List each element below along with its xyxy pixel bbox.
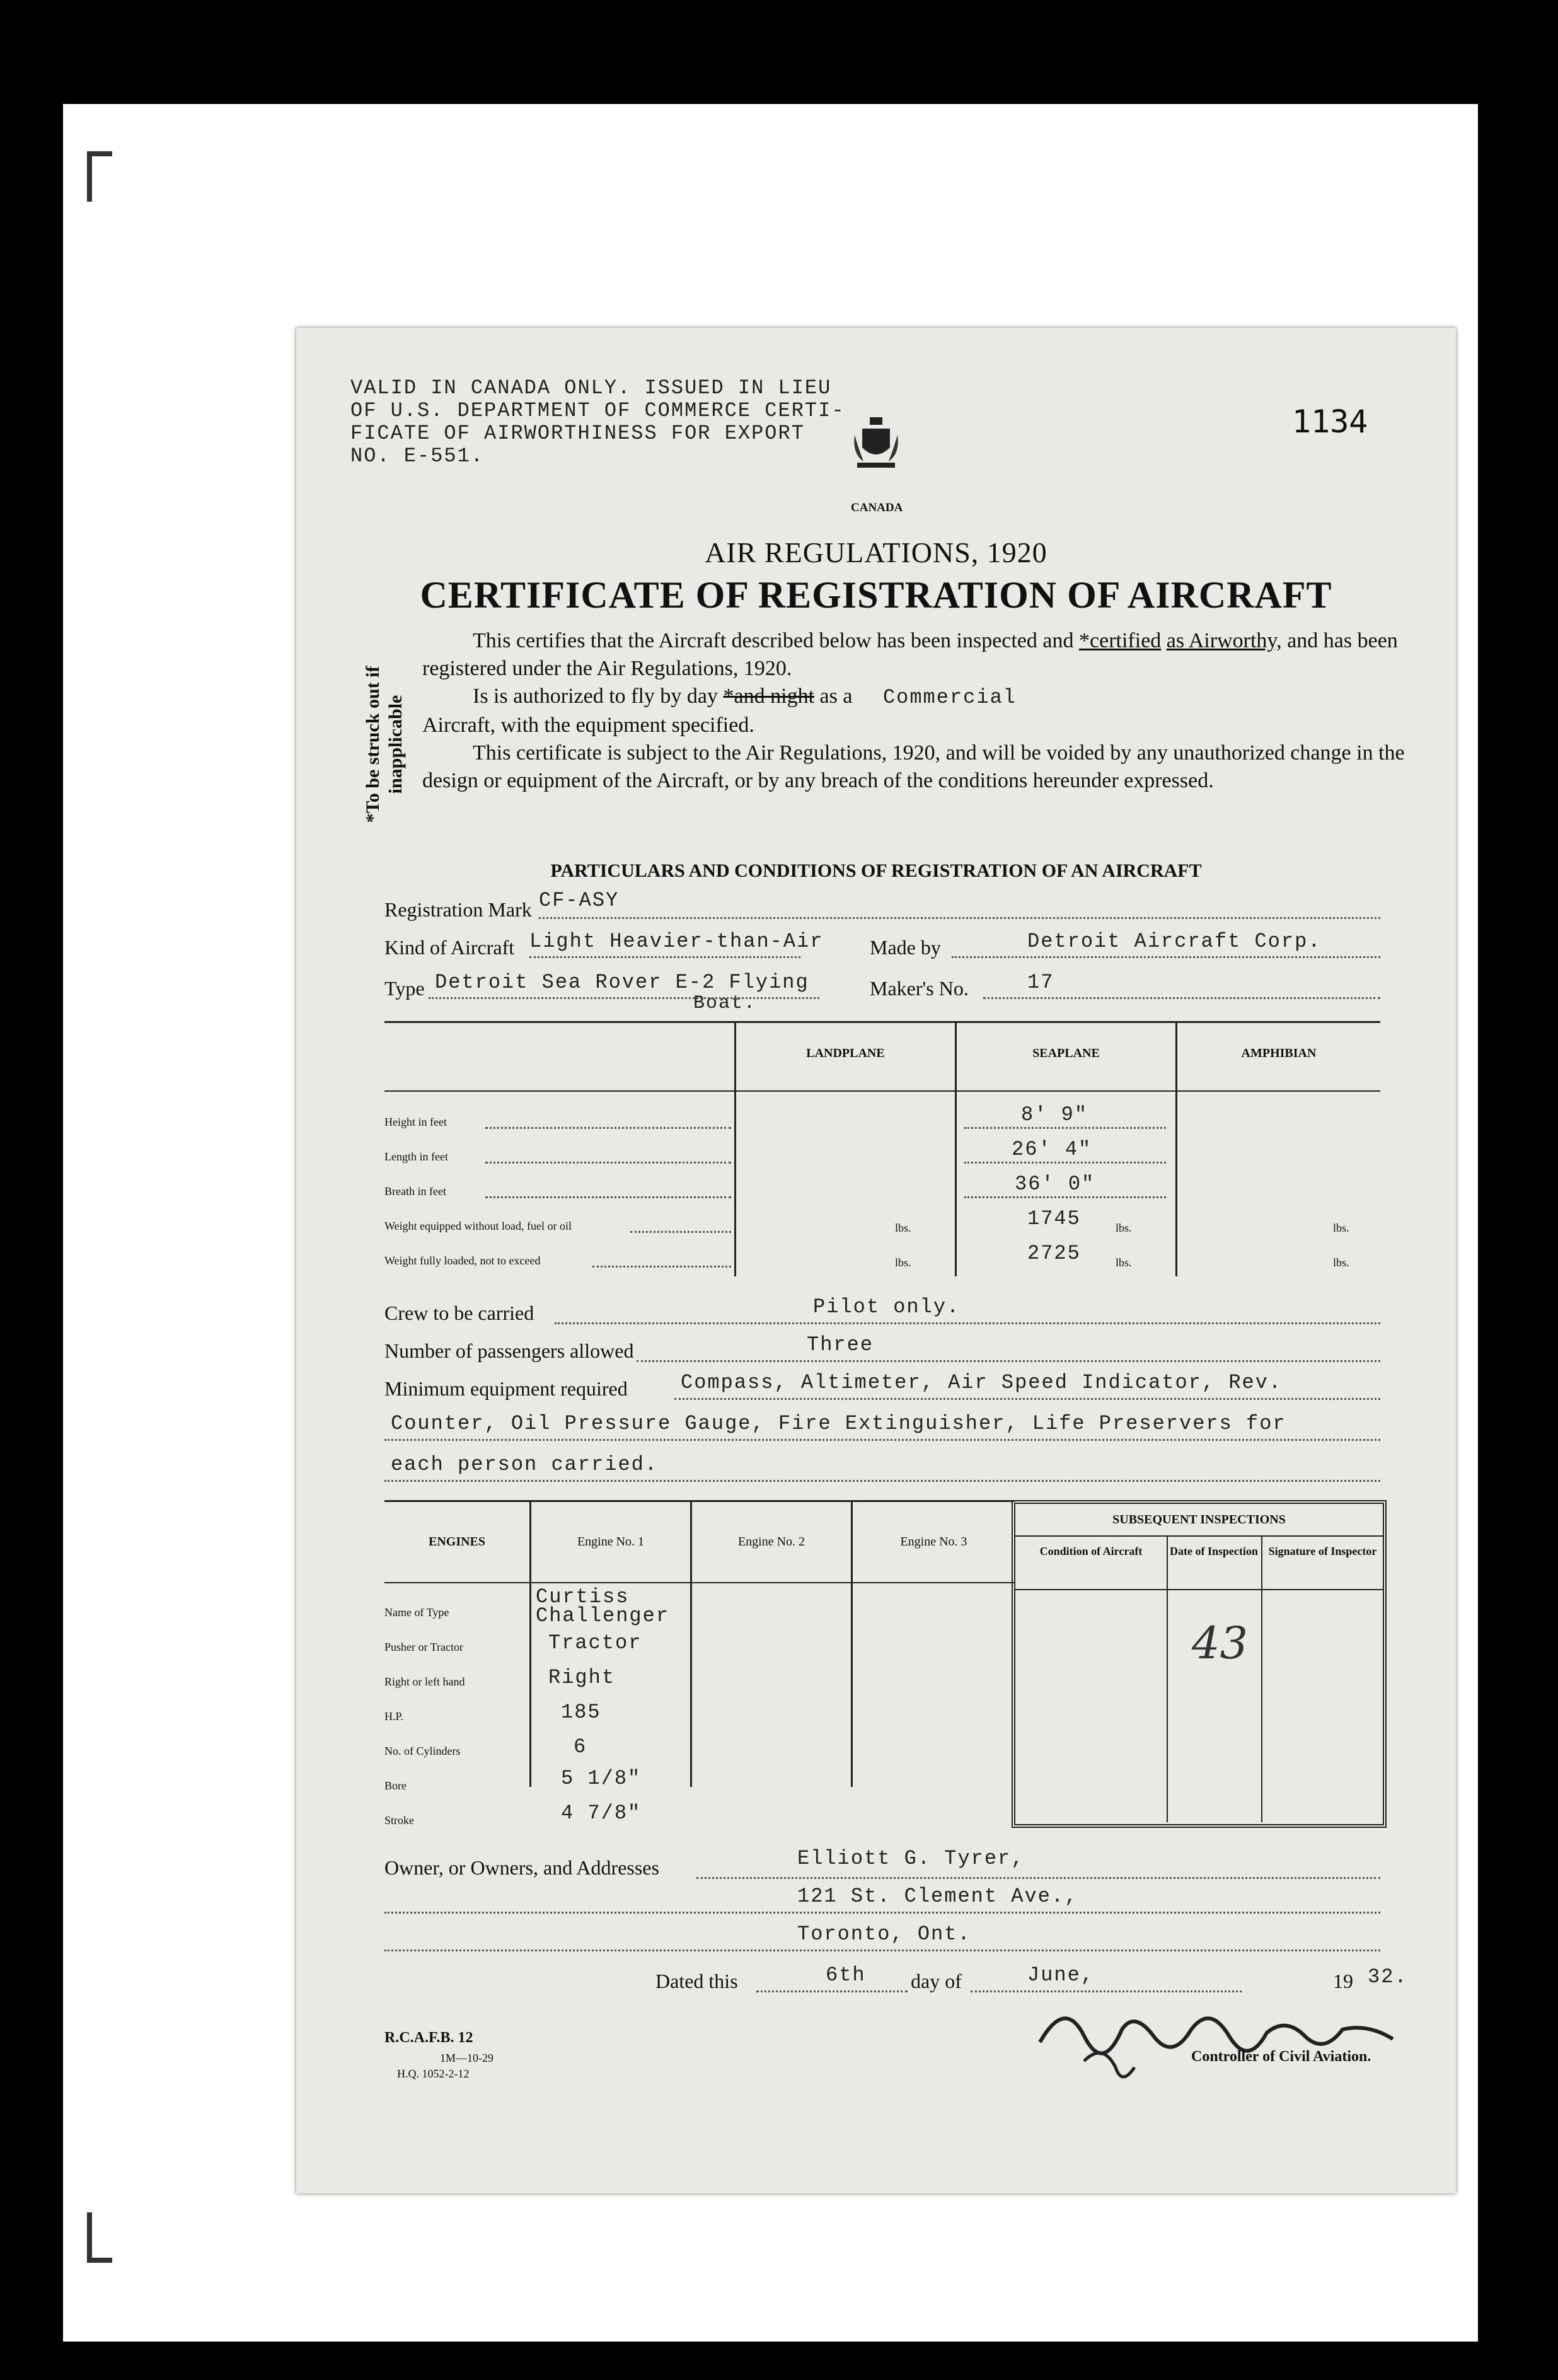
coat-of-arms-icon: [851, 416, 901, 473]
certification-text: [422, 627, 1418, 795]
owner-line-2: [384, 1912, 1380, 1914]
row-weight-full-seaplane: 2725: [1027, 1242, 1081, 1265]
para2-part3: Aircraft, with the equipment specified.: [422, 713, 754, 737]
makers-no-label: Maker's No.: [870, 977, 969, 1000]
registration-mark-value: CF-ASY: [539, 889, 620, 912]
form-number: R.C.A.F.B. 12: [384, 2030, 473, 2046]
row-weight-full-unit-amph: lbs.: [1333, 1256, 1349, 1269]
inspections-col-signature: Signature of Inspector: [1268, 1545, 1377, 1557]
validity-line-4: NO. E-551.: [350, 444, 485, 468]
equipment-dots-3: [384, 1480, 1380, 1482]
row-breadth-line: [485, 1196, 731, 1198]
engine-1-hand: Right: [548, 1666, 616, 1689]
validity-line-2: OF U.S. DEPARTMENT OF COMMERCE CERTI-: [350, 399, 845, 422]
country-label: CANADA: [851, 501, 903, 514]
para2-night-struck: *and night: [723, 685, 815, 708]
certificate-title: CERTIFICATE OF REGISTRATION OF AIRCRAFT: [420, 574, 1332, 616]
subsequent-inspections-box: [1012, 1500, 1387, 1828]
equipment-line-2: Counter, Oil Pressure Gauge, Fire Extinguisher, Life Preservers for: [391, 1412, 1286, 1435]
validity-line-1: VALID IN CANADA ONLY. ISSUED IN LIEU: [350, 376, 832, 400]
row-weight-full-line: [592, 1266, 731, 1268]
made-by-label: Made by: [870, 936, 941, 959]
kind-label: Kind of Aircraft: [384, 936, 515, 959]
dated-day-of-label: day of: [911, 1970, 962, 1992]
engines-header-rule: [384, 1582, 1015, 1583]
form-code-1: 1M—10-29: [440, 2052, 493, 2064]
type-value-line2: Boat.: [693, 993, 757, 1014]
engine-row-bore-label: Bore: [384, 1779, 407, 1792]
row-length-seaplane: 26' 4": [1012, 1138, 1092, 1161]
dated-year-suffix: 32.: [1368, 1965, 1408, 1989]
makers-no-line: [983, 997, 1380, 999]
equipment-line-3: each person carried.: [391, 1453, 659, 1476]
inspections-divider-2: [1261, 1535, 1262, 1822]
owner-label: Owner, or Owners, and Addresses: [384, 1856, 659, 1879]
row-breadth-seaplane: 36' 0": [1015, 1172, 1095, 1196]
row-weight-full-unit-sea: lbs.: [1116, 1256, 1132, 1269]
col-landplane: LANDPLANE: [806, 1046, 885, 1060]
engine-1-cylinders: 6: [574, 1735, 587, 1759]
engine-1-pusher: Tractor: [548, 1631, 642, 1655]
dated-year-prefix: 19: [1333, 1970, 1353, 1992]
controller-title: Controller of Civil Aviation.: [1191, 2048, 1371, 2065]
owner-name: Elliott G. Tyrer,: [797, 1847, 1025, 1870]
equipment-dots-2: [384, 1439, 1380, 1441]
engine-row-stroke-label: Stroke: [384, 1814, 414, 1827]
engines-table-top: [384, 1500, 1015, 1502]
dated-day: 6th: [826, 1963, 866, 1987]
passengers-value: Three: [807, 1333, 874, 1356]
made-by-value: Detroit Aircraft Corp.: [1027, 930, 1322, 953]
owner-line-1: [696, 1877, 1380, 1879]
side-note-text: *To be struck out if inapplicable: [362, 666, 406, 823]
engine-row-type-label: Name of Type: [384, 1606, 449, 1619]
engine-row-cylinders-label: No. of Cylinders: [384, 1745, 461, 1757]
para1-airworthy: as Airworthy,: [1166, 629, 1282, 652]
row-breadth-seaplane-line: [964, 1196, 1166, 1198]
owner-address-2: Toronto, Ont.: [797, 1922, 971, 1946]
para3: This certificate is subject to the Air Regulations, 1920, and will be voided by any unauthorized change in the design or equipment of the Aircraft, or by any breach of the conditions hereunder expressed.: [422, 741, 1405, 792]
equipment-label: Minimum equipment required: [384, 1377, 628, 1400]
type-value-line1: Detroit Sea Rover E-2 Flying: [435, 971, 809, 994]
engine-row-hand-label: Right or left hand: [384, 1675, 465, 1688]
inspections-col-condition: Condition of Aircraft: [1039, 1545, 1143, 1557]
aircraft-category-value: Commercial: [882, 686, 1017, 709]
row-height-line: [485, 1127, 731, 1129]
passengers-label: Number of passengers allowed: [384, 1339, 634, 1362]
col-amphibian: AMPHIBIAN: [1241, 1046, 1317, 1060]
side-note: [362, 627, 406, 841]
crop-mark-top: [87, 151, 92, 202]
validity-note: [350, 377, 845, 468]
row-length-seaplane-line: [964, 1162, 1166, 1164]
equipment-line-1: Compass, Altimeter, Air Speed Indicator, Rev.: [681, 1371, 1283, 1394]
row-height-label: Height in feet: [384, 1116, 447, 1128]
coat-of-arms: [851, 416, 901, 476]
crew-label: Crew to be carried: [384, 1302, 534, 1324]
owner-address-1: 121 St. Clement Ave.,: [797, 1885, 1078, 1908]
row-weight-empty-unit-land: lbs.: [895, 1222, 911, 1234]
inspection-handwritten-mark: 43: [1192, 1617, 1249, 1669]
engine-1-type-line2: Challenger: [536, 1604, 670, 1627]
kind-value: Light Heavier-than-Air: [529, 930, 824, 953]
inspections-title-rule: [1015, 1535, 1383, 1537]
crop-mark-top-h: [87, 151, 112, 156]
crew-line: [555, 1322, 1380, 1324]
equipment-dots-1: [674, 1398, 1380, 1400]
row-breadth-label: Breath in feet: [384, 1185, 446, 1198]
signature-scrawl-icon: [1027, 1992, 1405, 2093]
para1-certified: *certified: [1079, 629, 1162, 652]
regulations-title: AIR REGULATIONS, 1920: [705, 536, 1047, 569]
engine-1-hp: 185: [561, 1701, 601, 1724]
engines-header: ENGINES: [428, 1535, 486, 1549]
controller-signature: [1027, 1992, 1405, 2096]
row-weight-empty-label: Weight equipped without load, fuel or oil: [384, 1220, 572, 1232]
row-height-seaplane: 8' 9": [1021, 1103, 1088, 1126]
engine-3-header: Engine No. 3: [900, 1535, 967, 1549]
inspections-header-rule: [1015, 1589, 1383, 1590]
type-line: [429, 997, 819, 999]
kind-line: [529, 956, 800, 958]
crop-mark-bottom: [87, 2212, 92, 2263]
engine-row-hp-label: H.P.: [384, 1710, 404, 1723]
engine-row-pusher-label: Pusher or Tractor: [384, 1641, 463, 1653]
row-weight-empty-line: [630, 1231, 731, 1233]
row-weight-full-unit-land: lbs.: [895, 1256, 911, 1269]
registration-mark-line: [539, 917, 1380, 919]
validity-line-3: FICATE OF AIRWORTHINESS FOR EXPORT: [350, 422, 805, 445]
row-length-label: Length in feet: [384, 1150, 448, 1163]
particulars-heading: PARTICULARS AND CONDITIONS OF REGISTRATION OF AN AIRCRAFT: [550, 860, 1202, 881]
engine-1-stroke: 4 7/8": [561, 1801, 642, 1825]
dated-label: Dated this: [655, 1970, 738, 1992]
crop-mark-bottom-h: [87, 2258, 112, 2263]
registration-mark-label: Registration Mark: [384, 898, 532, 921]
dims-table-header-rule: [384, 1090, 1380, 1092]
dims-table-top: [384, 1021, 1380, 1023]
row-weight-empty-seaplane: 1745: [1027, 1207, 1081, 1230]
engine-1-bore: 5 1/8": [561, 1767, 642, 1790]
makers-no-value: 17: [1027, 971, 1054, 994]
para1-part2: and has been registered under the Air Regulations, 1920.: [422, 629, 1398, 680]
row-weight-empty-unit-amph: lbs.: [1333, 1222, 1349, 1234]
para1-part1: This certifies that the Aircraft described below has been inspected and: [473, 629, 1074, 652]
inspections-title: SUBSEQUENT INSPECTIONS: [1112, 1513, 1286, 1527]
row-weight-empty-unit-sea: lbs.: [1116, 1222, 1132, 1234]
owner-line-3: [384, 1950, 1380, 1951]
row-weight-full-label: Weight fully loaded, not to exceed: [384, 1254, 541, 1267]
engine-2-header: Engine No. 2: [737, 1535, 805, 1549]
para2-part1: Is is authorized to fly by day: [473, 685, 718, 708]
engine-1-header: Engine No. 1: [577, 1535, 645, 1549]
passengers-line: [637, 1360, 1380, 1362]
dated-day-line: [756, 1990, 908, 1992]
para2-part2: as a: [819, 685, 853, 708]
row-height-seaplane-line: [964, 1127, 1166, 1129]
certificate-document: [296, 328, 1456, 2193]
col-seaplane: SEAPLANE: [1032, 1046, 1100, 1060]
inspections-divider-1: [1167, 1535, 1168, 1822]
dated-month: June,: [1027, 1963, 1095, 1987]
engine-1-type-line1: Curtiss: [536, 1585, 630, 1609]
made-by-line: [952, 956, 1380, 958]
form-code-2: H.Q. 1052-2-12: [397, 2067, 470, 2080]
certificate-number: 1134: [1292, 403, 1368, 440]
type-label: Type: [384, 977, 425, 1000]
row-length-line: [485, 1162, 731, 1164]
inspections-col-date: Date of Inspection: [1170, 1545, 1258, 1557]
crew-value: Pilot only.: [813, 1295, 961, 1319]
